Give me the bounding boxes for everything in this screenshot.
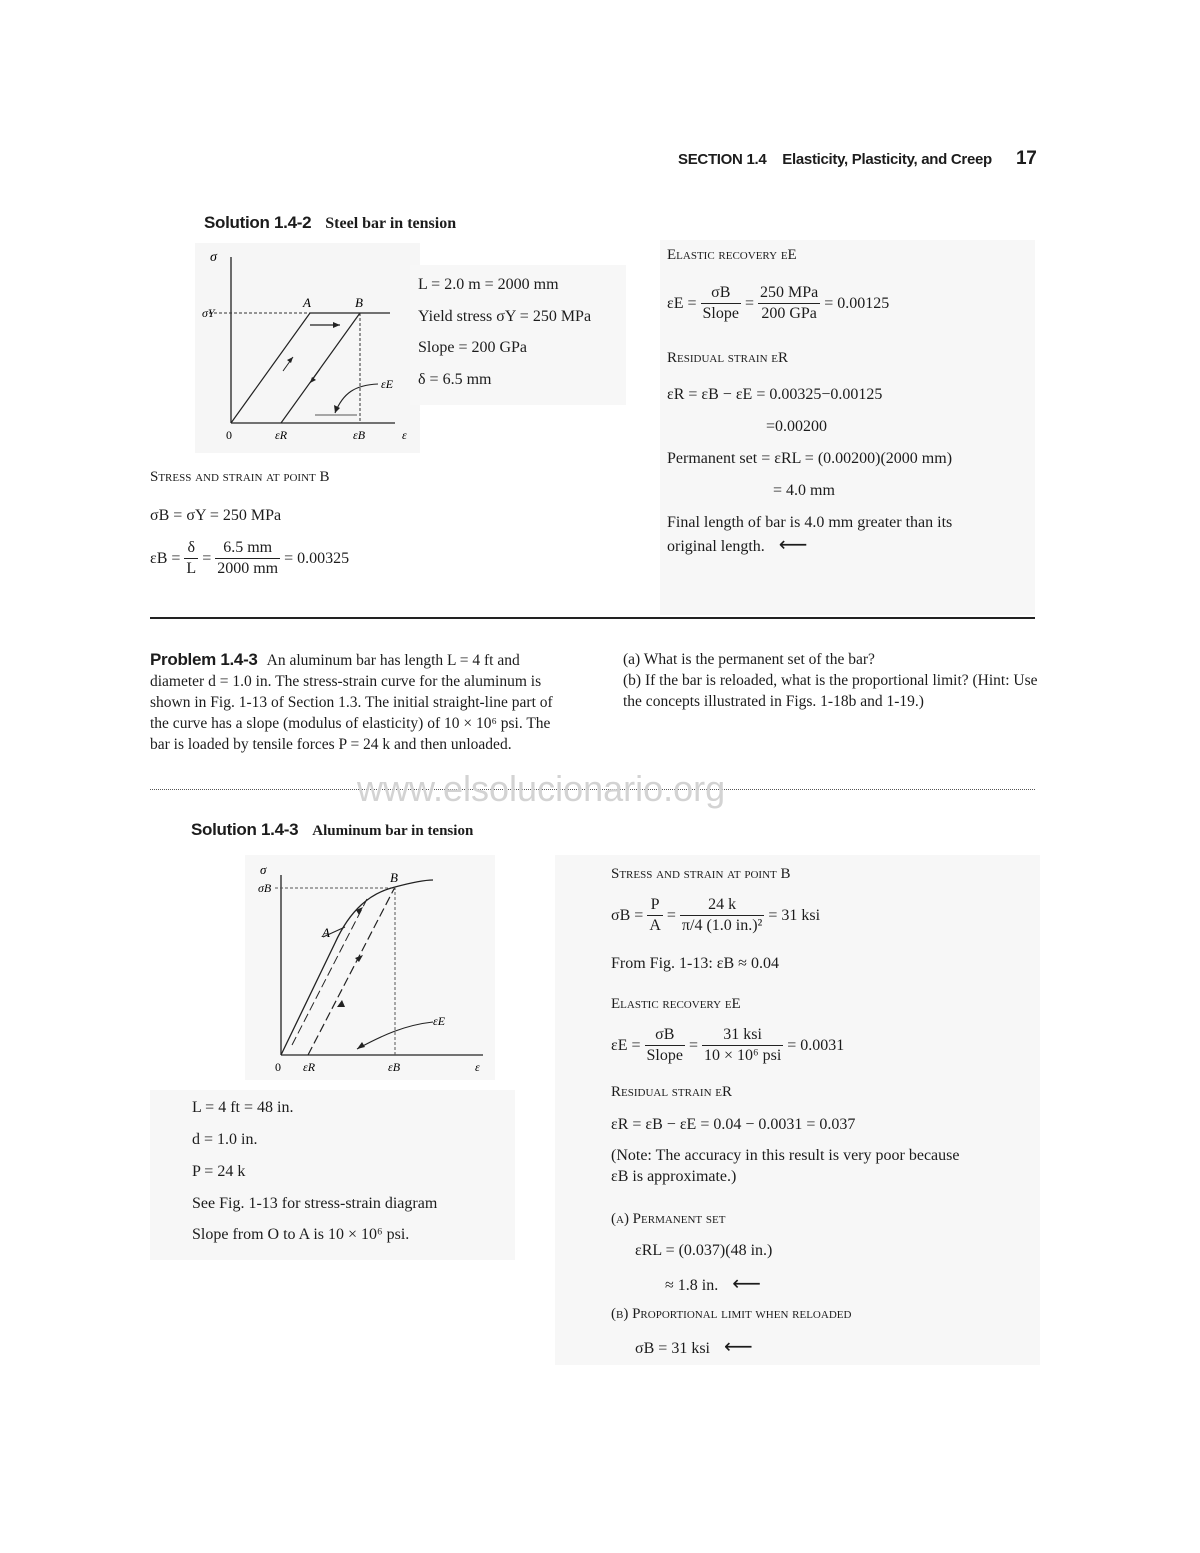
numerator: δ xyxy=(184,538,198,559)
proportional-limit-result xyxy=(635,1336,753,1359)
numerator: 6.5 mm xyxy=(215,538,280,559)
g1-origin-label: 0 xyxy=(226,428,232,442)
page-number: 17 xyxy=(1016,148,1037,169)
section-title: Elasticity, Plasticity, and Creep xyxy=(782,151,992,168)
running-header xyxy=(678,151,992,168)
permanent-set-equation-142: Permanent set = εRL = (0.00200)(2000 mm) xyxy=(667,450,953,467)
final-length-line-2 xyxy=(667,534,807,557)
g1-point-a-label: A xyxy=(303,295,311,310)
answer-arrow-icon: ⟵ xyxy=(732,1271,761,1295)
fraction xyxy=(680,895,764,936)
question-a: (a) What is the permanent set of the bar? xyxy=(623,651,875,668)
numerator: σB xyxy=(701,283,741,304)
section-divider xyxy=(150,617,1035,619)
eq-equals: = xyxy=(744,294,754,312)
steel-stress-strain-graph xyxy=(195,243,420,453)
permanent-set-result-142: = 4.0 mm xyxy=(773,482,835,499)
permanent-set-heading-143: (a) Permanent set xyxy=(611,1211,726,1227)
eq-lhs: εB = xyxy=(150,549,181,567)
denominator: Slope xyxy=(702,305,739,322)
eps-e-equation-142 xyxy=(667,283,889,324)
stress-strain-heading-142: Stress and strain at point B xyxy=(150,469,330,485)
proportional-limit-value: σB = 31 ksi xyxy=(635,1340,710,1357)
eq-equals: = xyxy=(688,1036,698,1054)
eps-b-equation-142 xyxy=(150,538,349,579)
sigma-b-equation-142: σB = σY = 250 MPa xyxy=(150,507,282,524)
from-fig-line: From Fig. 1-13: εB ≈ 0.04 xyxy=(611,955,779,972)
note-line-2: εB is approximate.) xyxy=(611,1168,737,1185)
eq-result: = 0.00325 xyxy=(284,549,350,567)
problem-text: An aluminum bar has length L = 4 ft and diameter d = 1.0 in. The stress-strain curve for the aluminum is shown in Fig. 1-13 of Section 1.3. The initial straight-line part of the curve has a slope (modulus of elasticity) of 10 × 10⁶ psi. The bar is loaded by tensile forces P = 24 k and then unloaded. xyxy=(150,652,553,753)
elastic-recovery-heading-143: Elastic recovery εE xyxy=(611,996,741,1012)
problem-143-statement xyxy=(150,649,570,755)
g1-sigma-label: σ xyxy=(210,250,217,265)
solution-label: Solution 1.4-3 xyxy=(191,820,299,839)
watermark: www.elsolucionario.org xyxy=(357,768,726,809)
denominator: L xyxy=(186,560,197,577)
sigma-b-equation-143 xyxy=(611,895,820,936)
denominator: 2000 mm xyxy=(217,560,279,577)
given-elongation: δ = 6.5 mm xyxy=(418,371,492,388)
problem-label: Problem 1.4-3 xyxy=(150,650,258,669)
g2-sigma-label: σ xyxy=(260,862,267,877)
g1-eps-r-label: εR xyxy=(275,428,288,442)
problem-143-questions xyxy=(623,649,1038,712)
fraction xyxy=(647,895,663,936)
g2-point-b-label: B xyxy=(390,870,398,885)
eq-lhs: εE = xyxy=(667,294,697,312)
given-length: L = 4 ft = 48 in. xyxy=(192,1099,294,1116)
section-number: SECTION 1.4 xyxy=(678,151,767,168)
solution-142-title xyxy=(204,213,456,233)
denominator: Slope xyxy=(646,1047,683,1064)
numerator: P xyxy=(647,895,663,916)
question-b: (b) If the bar is reloaded, what is the proportional limit? (Hint: Use the concepts illustrated in Figs. 1-18b and 1-19.) xyxy=(623,672,1038,710)
denominator: A xyxy=(649,917,661,934)
eq-equals: = xyxy=(666,906,676,924)
residual-strain-heading-143: Residual strain εR xyxy=(611,1084,733,1100)
residual-strain-heading-142: Residual strain εR xyxy=(667,350,789,366)
fraction xyxy=(702,1025,783,1066)
fraction xyxy=(645,1025,685,1066)
g1-eps-axis-label: ε xyxy=(402,428,407,442)
final-length-line-1: Final length of bar is 4.0 mm greater than its xyxy=(667,514,953,531)
g2-eps-r-label: εR xyxy=(303,1060,316,1074)
g1-eps-b-label: εB xyxy=(353,428,366,442)
denominator: 200 GPa xyxy=(761,305,817,322)
numerator: σB xyxy=(645,1025,685,1046)
fraction xyxy=(758,283,820,324)
solution-subtitle: Steel bar in tension xyxy=(325,215,457,232)
fraction xyxy=(184,538,198,579)
given-yield-stress: Yield stress σY = 250 MPa xyxy=(418,308,592,325)
denominator: π/4 (1.0 in.)² xyxy=(681,917,763,934)
fraction xyxy=(215,538,280,579)
solution-label: Solution 1.4-2 xyxy=(204,213,312,232)
permanent-set-equation-143: εRL = (0.037)(48 in.) xyxy=(635,1242,773,1259)
permanent-set-value: ≈ 1.8 in. xyxy=(665,1277,719,1294)
numerator: 250 MPa xyxy=(758,283,820,304)
answer-arrow-icon: ⟵ xyxy=(724,1334,753,1358)
aluminum-stress-strain-graph xyxy=(245,855,495,1080)
given-diameter: d = 1.0 in. xyxy=(192,1131,258,1148)
given-slope: Slope = 200 GPa xyxy=(418,339,528,356)
g1-sigma-y-label: σY xyxy=(202,306,215,320)
g1-point-b-label: B xyxy=(355,295,363,310)
eq-result: = 31 ksi xyxy=(768,906,821,924)
eq-equals: = xyxy=(202,549,212,567)
final-length-text: original length. xyxy=(667,538,765,555)
proportional-limit-heading: (b) Proportional limit when reloaded xyxy=(611,1306,852,1322)
permanent-set-result-143 xyxy=(665,1273,761,1296)
stress-strain-heading-143: Stress and strain at point B xyxy=(611,866,791,882)
eq-result: = 0.0031 xyxy=(787,1036,845,1054)
note-line-1: (Note: The accuracy in this result is very poor because xyxy=(611,1147,960,1164)
solution-143-title xyxy=(191,820,473,840)
denominator: 10 × 10⁶ psi xyxy=(704,1047,782,1064)
given-box-143 xyxy=(150,1090,515,1260)
eq-lhs: εE = xyxy=(611,1036,641,1054)
answer-arrow-icon: ⟵ xyxy=(778,532,808,556)
elastic-recovery-heading-142: Elastic recovery εE xyxy=(667,247,797,263)
numerator: 31 ksi xyxy=(702,1025,783,1046)
given-reference: See Fig. 1-13 for stress-strain diagram xyxy=(192,1195,438,1212)
eps-r-equation-143: εR = εB − εE = 0.04 − 0.0031 = 0.037 xyxy=(611,1116,856,1133)
g1-eps-e-label: εE xyxy=(381,377,394,391)
g2-eps-axis-label: ε xyxy=(475,1060,480,1074)
eps-r-equation-142: εR = εB − εE = 0.00325−0.00125 xyxy=(667,386,883,403)
fraction xyxy=(701,283,741,324)
solution-subtitle: Aluminum bar in tension xyxy=(312,823,474,839)
g2-sigma-b-label: σB xyxy=(258,881,272,895)
g2-eps-b-label: εB xyxy=(388,1060,401,1074)
g2-origin-label: 0 xyxy=(275,1060,281,1074)
given-box-142 xyxy=(410,265,626,405)
eq-result: = 0.00125 xyxy=(824,294,890,312)
eps-e-equation-143 xyxy=(611,1025,844,1066)
given-length: L = 2.0 m = 2000 mm xyxy=(418,276,559,293)
g2-eps-e-label: εE xyxy=(433,1014,446,1028)
eq-lhs: σB = xyxy=(611,906,644,924)
given-slope: Slope from O to A is 10 × 10⁶ psi. xyxy=(192,1226,410,1243)
given-load: P = 24 k xyxy=(192,1163,246,1180)
g2-point-a-label: A xyxy=(322,925,330,940)
numerator: 24 k xyxy=(680,895,764,916)
eps-r-result-142: =0.00200 xyxy=(766,418,828,435)
